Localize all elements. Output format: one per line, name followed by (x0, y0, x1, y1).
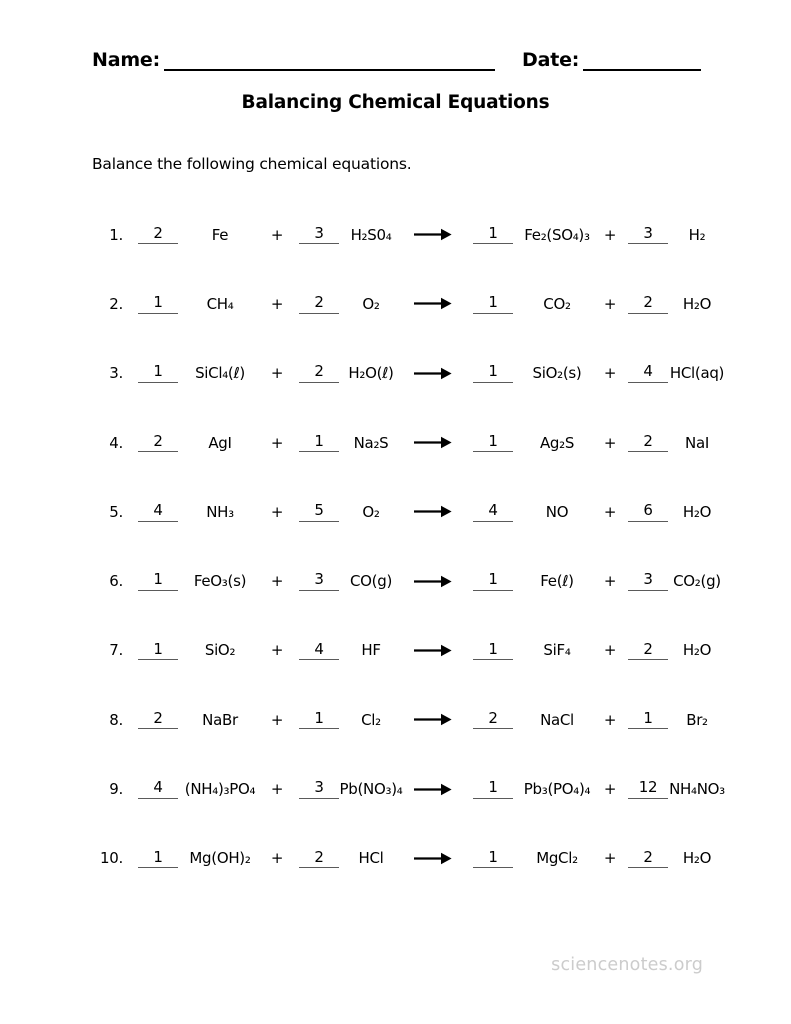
coefficient-value: 1 (314, 708, 324, 727)
coefficient-blank-3[interactable] (463, 571, 523, 591)
coefficient-blank-2[interactable] (299, 849, 339, 869)
coefficient-blank-2[interactable] (299, 641, 339, 661)
product2-formula: NaI (685, 433, 709, 452)
coefficient-value: 2 (488, 708, 498, 727)
reactant2-formula: O₂ (362, 294, 380, 313)
coefficient-value: 1 (314, 431, 324, 450)
coefficient-value: 2 (643, 293, 653, 312)
coefficient-blank-2[interactable] (299, 363, 339, 383)
coefficient-blank-1[interactable] (131, 433, 185, 453)
yields-right-arrow-icon (403, 228, 463, 241)
coefficient-blank-1[interactable] (131, 641, 185, 661)
coefficient-value: 2 (153, 431, 163, 450)
coefficient-blank-1[interactable] (131, 294, 185, 314)
coefficient-blank-4[interactable] (629, 294, 667, 314)
equation-row (92, 477, 791, 546)
coefficient-blank-4[interactable] (629, 433, 667, 453)
plus-sign: + (603, 780, 617, 799)
coefficient-blank-4[interactable] (629, 641, 667, 661)
plus-sign: + (270, 433, 284, 452)
plus-sign: + (603, 502, 617, 521)
yields-right-arrow-icon (403, 436, 463, 449)
reactant2-formula: Pb(NO₃)₄ (339, 780, 403, 799)
coefficient-blank-1[interactable] (131, 779, 185, 799)
coefficient-value: 2 (314, 293, 324, 312)
coefficient-blank-3[interactable] (463, 779, 523, 799)
date-blank[interactable] (583, 49, 701, 71)
yields-right-arrow-icon (403, 575, 463, 588)
reactant2-formula: H₂O(ℓ) (348, 364, 394, 383)
coefficient-value: 12 (638, 778, 658, 797)
plus-sign: + (270, 364, 284, 383)
reactant2-formula: H₂S0₄ (350, 225, 392, 244)
equation-row (92, 754, 791, 823)
coefficient-blank-3[interactable] (463, 225, 523, 245)
reactant1-formula: Mg(OH)₂ (189, 849, 251, 868)
plus-sign: + (270, 502, 284, 521)
coefficient-value: 3 (314, 223, 324, 242)
coefficient-value: 6 (643, 501, 653, 520)
product1-formula: NaCl (540, 710, 574, 729)
coefficient-value: 1 (153, 570, 163, 589)
coefficient-value: 4 (488, 501, 498, 520)
equation-number: 2. (109, 294, 123, 313)
equation-row (92, 824, 791, 893)
coefficient-blank-3[interactable] (463, 294, 523, 314)
coefficient-value: 1 (153, 293, 163, 312)
coefficient-blank-2[interactable] (299, 779, 339, 799)
plus-sign: + (270, 225, 284, 244)
coefficient-blank-3[interactable] (463, 641, 523, 661)
equation-number: 6. (109, 572, 123, 591)
coefficient-blank-1[interactable] (131, 225, 185, 245)
reactant1-formula: AgI (208, 433, 232, 452)
coefficient-value: 2 (643, 847, 653, 866)
equation-number: 5. (109, 502, 123, 521)
yields-right-arrow-icon (403, 783, 463, 796)
coefficient-value: 2 (153, 708, 163, 727)
equation-number: 8. (109, 710, 123, 729)
equations-list (0, 200, 791, 893)
coefficient-value: 1 (488, 223, 498, 242)
plus-sign: + (603, 849, 617, 868)
product2-formula: NH₄NO₃ (669, 780, 725, 799)
name-blank[interactable] (164, 49, 495, 71)
equation-number: 7. (109, 641, 123, 660)
reactant1-formula: (NH₄)₃PO₄ (184, 780, 256, 799)
product1-formula: CO₂ (543, 294, 571, 313)
reactant2-formula: Na₂S (353, 433, 389, 452)
reactant2-formula: CO(g) (349, 572, 392, 591)
equation-row (92, 269, 791, 338)
reactant1-formula: FeO₃(s) (193, 572, 247, 591)
coefficient-value: 4 (153, 501, 163, 520)
equation-row (92, 685, 791, 754)
coefficient-value: 1 (643, 708, 653, 727)
reactant2-formula: O₂ (362, 502, 380, 521)
coefficient-blank-2[interactable] (299, 710, 339, 730)
name-label: Name: (92, 49, 161, 71)
product1-formula: SiO₂(s) (532, 364, 582, 383)
coefficient-value: 1 (488, 362, 498, 381)
coefficient-value: 1 (488, 847, 498, 866)
yields-right-arrow-icon (403, 852, 463, 865)
coefficient-value: 3 (643, 223, 653, 242)
product2-formula: H₂O (682, 849, 712, 868)
instructions-text: Balance the following chemical equations. (92, 155, 412, 173)
coefficient-value: 2 (153, 223, 163, 242)
product1-formula: Fe₂(SO₄)₃ (524, 225, 590, 244)
coefficient-value: 2 (643, 431, 653, 450)
coefficient-value: 4 (314, 639, 324, 658)
product2-formula: H₂ (688, 225, 706, 244)
coefficient-value: 1 (488, 570, 498, 589)
coefficient-blank-1[interactable] (131, 502, 185, 522)
coefficient-value: 1 (488, 431, 498, 450)
coefficient-value: 2 (314, 362, 324, 381)
coefficient-value: 1 (153, 847, 163, 866)
product1-formula: Pb₃(PO₄)₄ (523, 780, 591, 799)
equation-row (92, 408, 791, 477)
coefficient-blank-3[interactable] (463, 433, 523, 453)
coefficient-blank-1[interactable] (131, 571, 185, 591)
coefficient-blank-2[interactable] (299, 502, 339, 522)
plus-sign: + (270, 710, 284, 729)
equation-number: 3. (109, 364, 123, 383)
coefficient-blank-3[interactable] (463, 710, 523, 730)
reactant1-formula: SiCl₄(ℓ) (195, 364, 245, 383)
equation-number: 10. (100, 849, 123, 868)
coefficient-value: 1 (153, 362, 163, 381)
product1-formula: SiF₄ (543, 641, 571, 660)
product2-formula: CO₂(g) (673, 572, 721, 591)
coefficient-blank-4[interactable] (629, 779, 667, 799)
coefficient-value: 4 (643, 362, 653, 381)
coefficient-blank-4[interactable] (629, 710, 667, 730)
coefficient-blank-2[interactable] (299, 433, 339, 453)
plus-sign: + (603, 364, 617, 383)
coefficient-blank-1[interactable] (131, 710, 185, 730)
coefficient-value: 3 (643, 570, 653, 589)
coefficient-value: 5 (314, 501, 324, 520)
yields-right-arrow-icon (403, 713, 463, 726)
equation-row (92, 546, 791, 615)
reactant1-formula: Fe (211, 225, 229, 244)
date-label: Date: (522, 49, 580, 71)
product2-formula: Br₂ (686, 710, 708, 729)
coefficient-blank-4[interactable] (629, 363, 667, 383)
footer-watermark: sciencenotes.org (551, 955, 703, 975)
coefficient-blank-3[interactable] (463, 363, 523, 383)
coefficient-value: 4 (153, 778, 163, 797)
reactant1-formula: NH₃ (206, 502, 234, 521)
coefficient-blank-4[interactable] (629, 849, 667, 869)
reactant1-formula: NaBr (202, 710, 238, 729)
coefficient-blank-3[interactable] (463, 849, 523, 869)
equation-row (92, 616, 791, 685)
product1-formula: Ag₂S (539, 433, 575, 452)
coefficient-blank-4[interactable] (629, 225, 667, 245)
plus-sign: + (603, 294, 617, 313)
reactant2-formula: HCl (358, 849, 384, 868)
coefficient-blank-1[interactable] (131, 363, 185, 383)
coefficient-blank-2[interactable] (299, 294, 339, 314)
equation-number: 9. (109, 780, 123, 799)
coefficient-value: 1 (488, 778, 498, 797)
coefficient-value: 1 (488, 639, 498, 658)
coefficient-value: 3 (314, 570, 324, 589)
plus-sign: + (270, 572, 284, 591)
coefficient-blank-4[interactable] (629, 571, 667, 591)
reactant1-formula: CH₄ (206, 294, 234, 313)
coefficient-value: 2 (314, 847, 324, 866)
product1-formula: NO (545, 502, 569, 521)
plus-sign: + (270, 780, 284, 799)
plus-sign: + (603, 572, 617, 591)
product1-formula: Fe(ℓ) (540, 572, 574, 591)
name-date-row (0, 0, 791, 71)
plus-sign: + (603, 225, 617, 244)
coefficient-blank-1[interactable] (131, 849, 185, 869)
coefficient-value: 1 (153, 639, 163, 658)
equation-row (92, 339, 791, 408)
product1-formula: MgCl₂ (536, 849, 578, 868)
reactant2-formula: HF (361, 641, 381, 660)
coefficient-blank-2[interactable] (299, 225, 339, 245)
plus-sign: + (270, 641, 284, 660)
plus-sign: + (270, 294, 284, 313)
yields-right-arrow-icon (403, 367, 463, 380)
product2-formula: H₂O (682, 641, 712, 660)
plus-sign: + (270, 849, 284, 868)
plus-sign: + (603, 710, 617, 729)
yields-right-arrow-icon (403, 297, 463, 310)
coefficient-value: 2 (643, 639, 653, 658)
yields-right-arrow-icon (403, 505, 463, 518)
equation-number: 4. (109, 433, 123, 452)
equation-number: 1. (109, 225, 123, 244)
coefficient-blank-3[interactable] (463, 502, 523, 522)
equation-row (92, 200, 791, 269)
coefficient-value: 3 (314, 778, 324, 797)
reactant2-formula: Cl₂ (361, 710, 381, 729)
product2-formula: H₂O (682, 294, 712, 313)
yields-right-arrow-icon (403, 644, 463, 657)
coefficient-blank-2[interactable] (299, 571, 339, 591)
page-title: Balancing Chemical Equations (241, 92, 550, 113)
product2-formula: HCl(aq) (669, 364, 725, 383)
product2-formula: H₂O (682, 502, 712, 521)
reactant1-formula: SiO₂ (204, 641, 236, 660)
plus-sign: + (603, 641, 617, 660)
plus-sign: + (603, 433, 617, 452)
coefficient-blank-4[interactable] (629, 502, 667, 522)
coefficient-value: 1 (488, 293, 498, 312)
